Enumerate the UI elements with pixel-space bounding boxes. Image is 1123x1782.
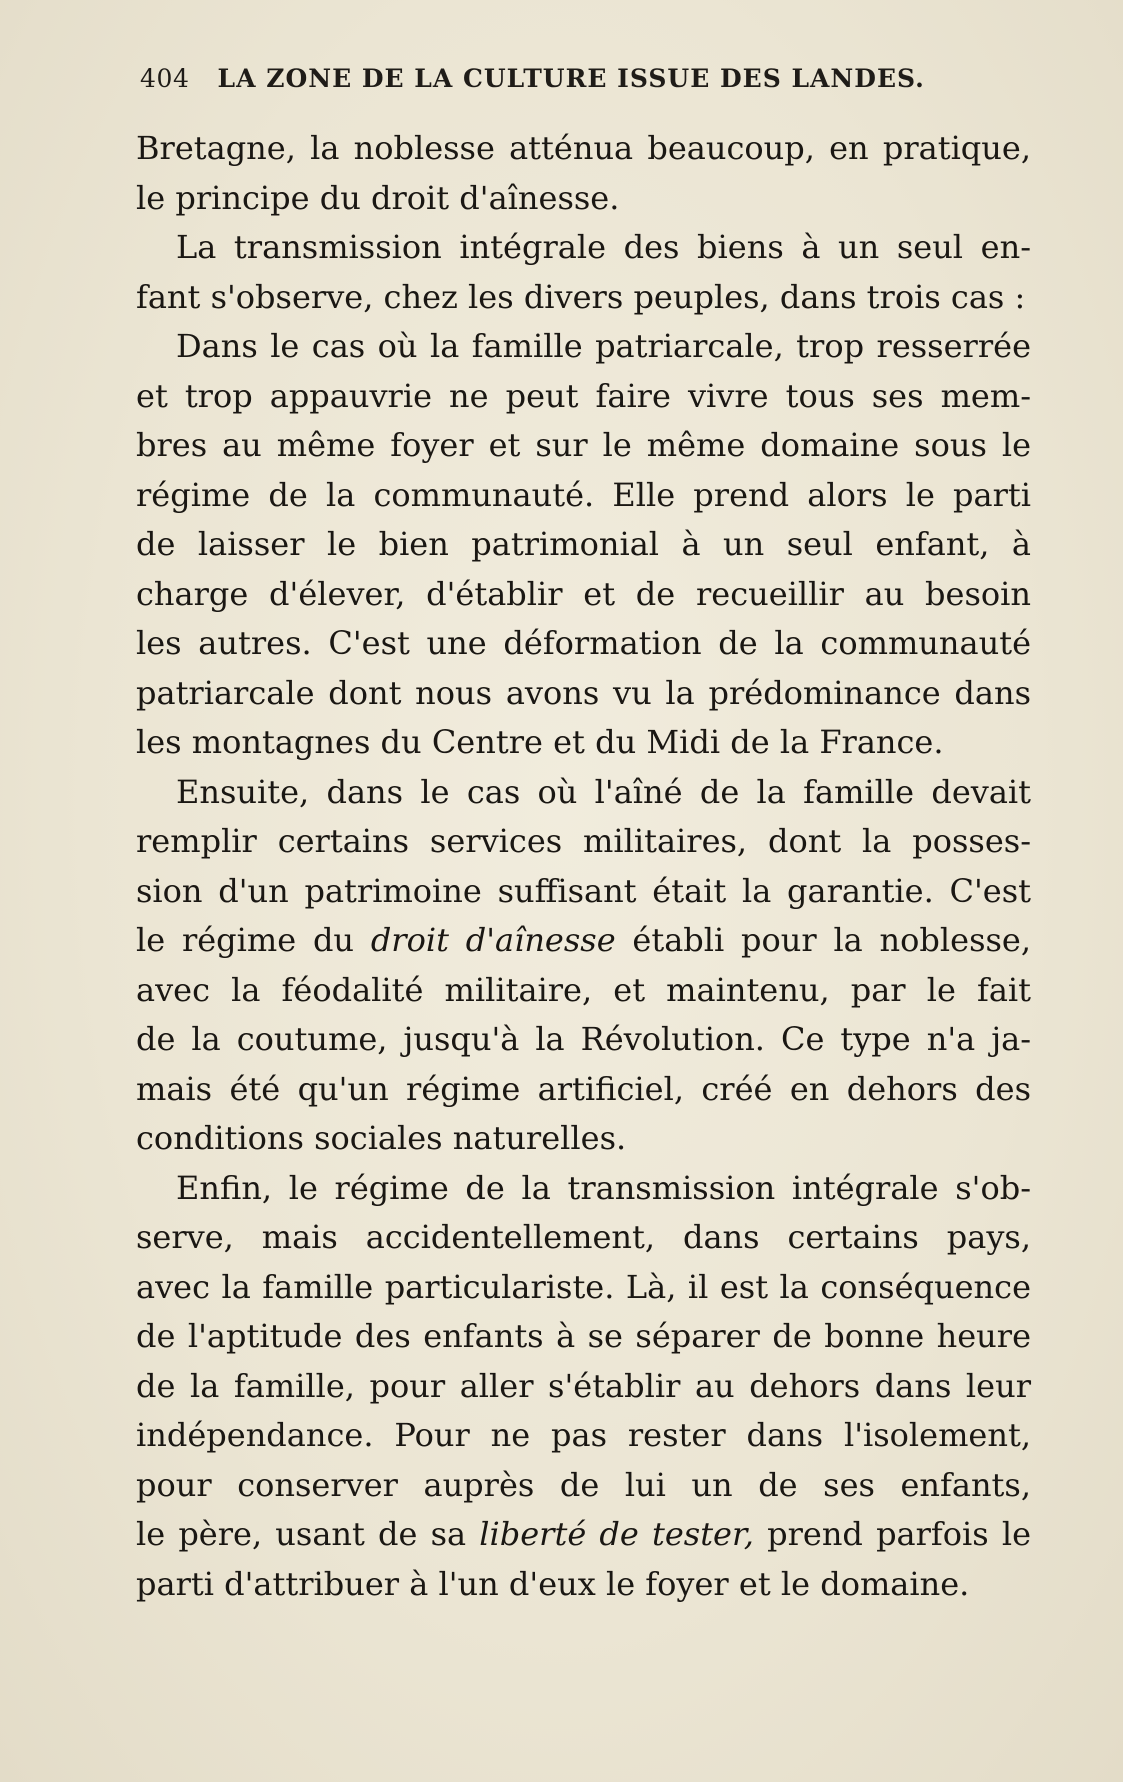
text-line: indépendance. Pour ne pas rester dans l'isolement, bbox=[136, 1416, 1031, 1454]
text-line: Bretagne, la noblesse atténua beaucoup, en pratique, bbox=[136, 129, 1031, 167]
text-line: serve, mais accidentellement, dans certains pays, bbox=[136, 1218, 1031, 1256]
italic-phrase: droit d'aînesse bbox=[370, 921, 616, 959]
text-line: de la famille, pour aller s'établir au dehors dans leur bbox=[136, 1366, 1031, 1405]
text-line: bres au même foyer et sur le même domaine sous le bbox=[136, 426, 1031, 464]
text-line: patriarcale dont nous avons vu la prédominance dans bbox=[136, 673, 1031, 712]
text-line: avec la féodalité militaire, et maintenu, par le fait bbox=[136, 970, 1031, 1009]
italic-phrase: liberté de tester, bbox=[479, 1515, 754, 1553]
text-run: établi pour la noblesse, bbox=[615, 921, 1032, 959]
text-line: conditions sociales naturelles. bbox=[136, 1119, 627, 1157]
text-line: Ensuite, dans le cas où l'aîné de la famille devait bbox=[176, 772, 1031, 811]
running-title: LA ZONE DE LA CULTURE ISSUE DES LANDES. bbox=[217, 64, 925, 93]
text-line: de l'aptitude des enfants à se séparer de bonne heure bbox=[136, 1317, 1031, 1355]
text-run: le régime du bbox=[136, 921, 371, 959]
text-line: charge d'élever, d'établir et de recueillir au besoin bbox=[136, 574, 1031, 613]
text-line: Dans le cas où la famille patriarcale, trop resserrée bbox=[176, 327, 1031, 365]
text-line: et trop appauvrie ne peut faire vivre tous ses mem- bbox=[136, 376, 1031, 415]
text-run: le père, usant de sa bbox=[136, 1515, 480, 1553]
text-line bbox=[136, 1510, 1031, 1560]
text-line: avec la famille particulariste. Là, il est la conséquence bbox=[136, 1267, 1031, 1306]
text-line: de la coutume, jusqu'à la Révolution. Ce type n'a ja- bbox=[136, 1020, 1031, 1058]
text-line: mais été qu'un régime artificiel, créé en dehors des bbox=[136, 1069, 1031, 1108]
text-line: fant s'observe, chez les divers peuples, dans trois cas : bbox=[136, 277, 1026, 316]
text-line: régime de la communauté. Elle prend alors le parti bbox=[136, 475, 1031, 514]
text-line: parti d'attribuer à l'un d'eux le foyer et le domaine. bbox=[136, 1564, 970, 1603]
text-run: prend parfois le bbox=[753, 1515, 1032, 1553]
text-line bbox=[136, 916, 1031, 966]
text-line: sion d'un patrimoine suffisant était la garantie. C'est bbox=[136, 871, 1031, 910]
page-number: 404 bbox=[140, 64, 190, 93]
text-line: le principe du droit d'aînesse. bbox=[136, 178, 620, 217]
text-line: remplir certains services militaires, dont la posses- bbox=[136, 822, 1031, 860]
text-line: La transmission intégrale des biens à un seul en- bbox=[176, 228, 1031, 266]
text-line: pour conserver auprès de lui un de ses enfants, bbox=[136, 1465, 1031, 1504]
text-line: les montagnes du Centre et du Midi de la France. bbox=[136, 723, 944, 761]
running-header bbox=[140, 64, 960, 93]
text-line: Enfin, le régime de la transmission intégrale s'ob- bbox=[176, 1168, 1031, 1207]
text-line: de laisser le bien patrimonial à un seul enfant, à bbox=[136, 525, 1031, 563]
body-text bbox=[136, 124, 1031, 1609]
text-line: les autres. C'est une déformation de la communauté bbox=[136, 624, 1031, 662]
